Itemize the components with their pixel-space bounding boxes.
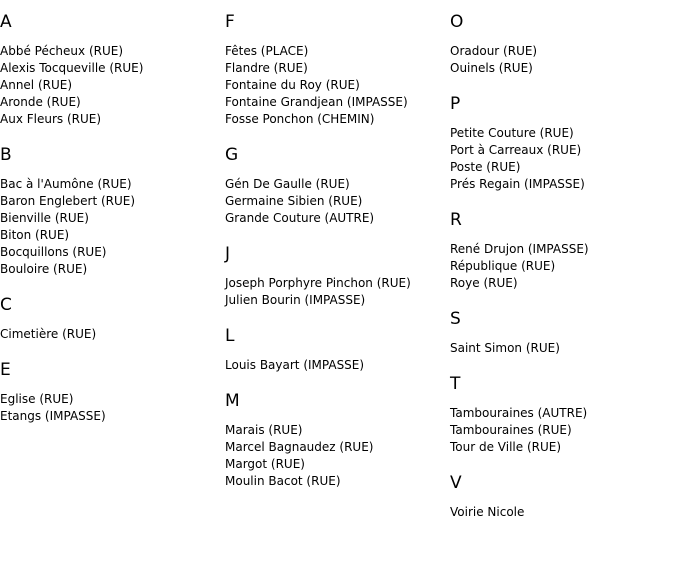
street-item [225,456,450,473]
street-item [450,142,675,159]
letter-heading: R [450,210,462,230]
street-link[interactable]: Tambouraines (AUTRE) [450,406,588,420]
street-item [0,210,225,227]
street-link[interactable]: Saint Simon (RUE) [450,341,560,355]
street-link[interactable]: Roye (RUE) [450,276,518,290]
street-item [0,408,225,425]
street-item [225,43,450,60]
street-list [0,326,225,343]
street-link[interactable]: Ouinels (RUE) [450,61,533,75]
letter-group [450,92,675,193]
street-item [450,125,675,142]
letter-heading: G [225,145,239,165]
street-item [225,176,450,193]
letter-heading: P [450,94,461,114]
letter-group [225,389,450,490]
street-link[interactable]: Bouloire (RUE) [0,262,88,276]
street-item [0,94,225,111]
street-list [450,43,675,77]
street-item [450,340,675,357]
street-item [225,439,450,456]
street-item [0,193,225,210]
street-item [0,227,225,244]
street-item [0,77,225,94]
letter-group [0,358,225,425]
street-item [450,504,675,521]
street-link[interactable]: Biton (RUE) [0,228,70,242]
street-column [450,10,675,536]
street-item [225,357,450,374]
street-item [0,176,225,193]
street-link[interactable]: Baron Englebert (RUE) [0,194,136,208]
street-link[interactable]: Julien Bourin (IMPASSE) [225,293,366,307]
letter-heading: L [225,326,235,346]
street-link[interactable]: Annel (RUE) [0,78,73,92]
street-link[interactable]: Poste (RUE) [450,160,521,174]
street-list [225,275,450,309]
street-link[interactable]: Tambouraines (RUE) [450,423,572,437]
street-item [0,111,225,128]
street-link[interactable]: Gén De Gaulle (RUE) [225,177,350,191]
letter-group [0,293,225,343]
street-list [225,43,450,128]
street-link[interactable]: Port à Carreaux (RUE) [450,143,582,157]
street-column [0,10,225,440]
street-item [450,422,675,439]
letter-group [450,307,675,357]
street-item [450,439,675,456]
street-item [225,77,450,94]
letter-heading: A [0,12,12,32]
letter-group [450,471,675,521]
street-item [0,391,225,408]
street-link[interactable]: Louis Bayart (IMPASSE) [225,358,365,372]
letter-heading: O [450,12,464,32]
letter-group [450,10,675,77]
street-link[interactable]: Petite Couture (RUE) [450,126,574,140]
street-link[interactable]: Bienville (RUE) [0,211,89,225]
letter-heading: T [450,374,461,394]
street-item [450,43,675,60]
street-item [0,261,225,278]
letter-heading: S [450,309,461,329]
street-list [225,176,450,227]
street-item [450,275,675,292]
street-item [450,241,675,258]
letter-heading: J [225,244,231,264]
letter-heading: B [0,145,12,165]
letter-heading: E [0,360,11,380]
street-link[interactable]: Fosse Ponchon (CHEMIN) [225,112,375,126]
street-link[interactable]: Fontaine du Roy (RUE) [225,78,360,92]
street-list [225,422,450,490]
street-link[interactable]: Joseph Porphyre Pinchon (RUE) [225,276,411,290]
street-list [450,405,675,456]
street-item [450,159,675,176]
street-list [0,176,225,278]
street-item [450,60,675,77]
letter-heading: V [450,473,462,493]
street-link[interactable]: Alexis Tocqueville (RUE) [0,61,144,75]
street-item [225,193,450,210]
letter-group [0,143,225,278]
street-item [225,94,450,111]
street-link[interactable]: René Drujon (IMPASSE) [450,242,589,256]
street-link[interactable]: Abbé Pécheux (RUE) [0,44,124,58]
street-item [450,176,675,193]
street-item [225,60,450,77]
street-list [450,340,675,357]
street-item [225,111,450,128]
street-item [0,43,225,60]
letter-group [225,324,450,374]
street-item [225,473,450,490]
street-list [450,125,675,193]
street-link[interactable]: Flandre (RUE) [225,61,308,75]
street-link[interactable]: Eglise (RUE) [0,392,74,406]
street-item [450,258,675,275]
street-link[interactable]: Marcel Bagnaudez (RUE) [225,440,374,454]
street-link[interactable]: Germaine Sibien (RUE) [225,194,363,208]
letter-heading: M [225,391,240,411]
street-list [0,391,225,425]
letter-group [450,372,675,456]
letter-group [225,143,450,227]
letter-group [450,208,675,292]
street-link[interactable]: Aronde (RUE) [0,95,81,109]
street-item [225,422,450,439]
street-link[interactable]: Moulin Bacot (RUE) [225,474,341,488]
street-link[interactable]: Bocquillons (RUE) [0,245,107,259]
street-link[interactable]: République (RUE) [450,259,556,273]
letter-heading: C [0,295,12,315]
street-link[interactable]: Voirie Nicole [450,505,525,519]
street-item [225,210,450,227]
street-link[interactable]: Grande Couture (AUTRE) [225,211,375,225]
street-link[interactable]: Etangs (IMPASSE) [0,409,106,423]
street-link[interactable]: Bac à l'Aumône (RUE) [0,177,132,191]
letter-group [225,10,450,128]
street-list [450,504,675,521]
street-link[interactable]: Cimetière (RUE) [0,327,97,341]
street-link[interactable]: Aux Fleurs (RUE) [0,112,102,126]
street-item [450,405,675,422]
street-link[interactable]: Tour de Ville (RUE) [450,440,562,454]
street-link[interactable]: Marais (RUE) [225,423,303,437]
letter-heading: F [225,12,235,32]
street-column [225,10,450,505]
street-item [0,244,225,261]
street-list [225,357,450,374]
street-list [0,43,225,128]
street-list [450,241,675,292]
street-item [225,292,450,309]
street-link[interactable]: Fêtes (PLACE) [225,44,309,58]
letter-group [0,10,225,128]
street-link[interactable]: Prés Regain (IMPASSE) [450,177,585,191]
letter-group [225,242,450,309]
street-item [225,275,450,292]
street-link[interactable]: Fontaine Grandjean (IMPASSE) [225,95,408,109]
street-link[interactable]: Margot (RUE) [225,457,305,471]
street-item [0,60,225,77]
street-item [0,326,225,343]
street-link[interactable]: Oradour (RUE) [450,44,538,58]
